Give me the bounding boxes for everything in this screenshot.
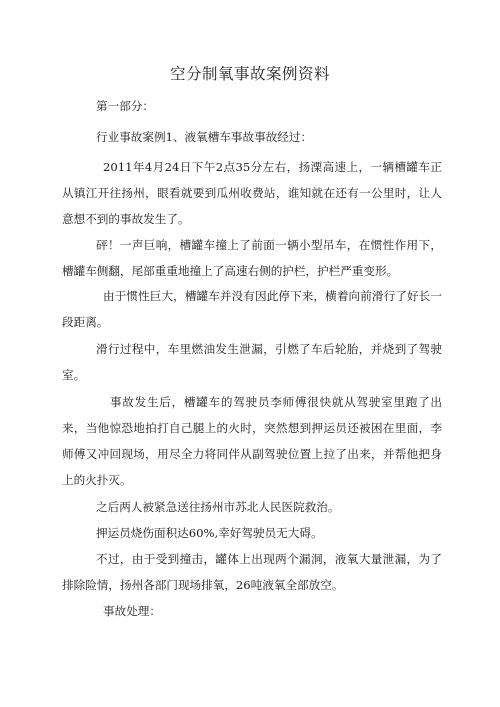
paragraph-collision: 砰！一声巨响，槽罐车撞上了前面一辆小型吊车，在惯性作用下，槽罐车侧翻，尾部重重地撞上了高速右侧的护栏，护栏严重变形。 [62, 238, 442, 278]
paragraph-case-heading: 行业事故案例1、液氧槽车事故事故经过： [96, 130, 313, 144]
paragraph-hospital: 之后两人被紧急送往扬州市苏北人民医院救治。 [96, 500, 340, 514]
paragraph-accident-intro: 2011年4月24日下午2点35分左右，扬溧高速上，一辆槽罐车正从镇江开往扬州，眼看就要到瓜州收费站，谁知就在还有一公里时，让人意想不到的事故发生了。 [62, 160, 442, 226]
document-title: 空分制氧事故案例资料 [169, 65, 330, 83]
paragraph-leak-disposal: 不过，由于受到撞击，罐体上出现两个漏洞，液氧大量泄漏，为了排除险情，扬州各部门现场排氧，26吨液氧全部放空。 [62, 552, 442, 592]
paragraph-injury: 押运员烧伤面积达60%,幸好驾驶员无大碍。 [96, 526, 323, 540]
paragraph-handling-heading: 事故处理： [103, 604, 161, 618]
paragraph-part-one: 第一部分： [96, 99, 154, 113]
paragraph-sliding: 由于惯性巨大，槽罐车并没有因此停下来，横着向前滑行了好长一段距离。 [62, 289, 442, 329]
paragraph-fuel-leak: 滑行过程中，车里燃油发生泄漏，引燃了车后轮胎，并烧到了驾驶室。 [62, 342, 442, 382]
paragraph-rescue: 事故发生后，槽罐车的驾驶员李师傅很快就从驾驶室里跑了出来，当他惊恐地拍打自己腿上的火时，突然想到押运员还被困在里面，李师傅又冲回现场，用尽全力将同伴从副驾驶位置上拉了出来，并帮他把身上的火扑灭。 [62, 395, 442, 487]
